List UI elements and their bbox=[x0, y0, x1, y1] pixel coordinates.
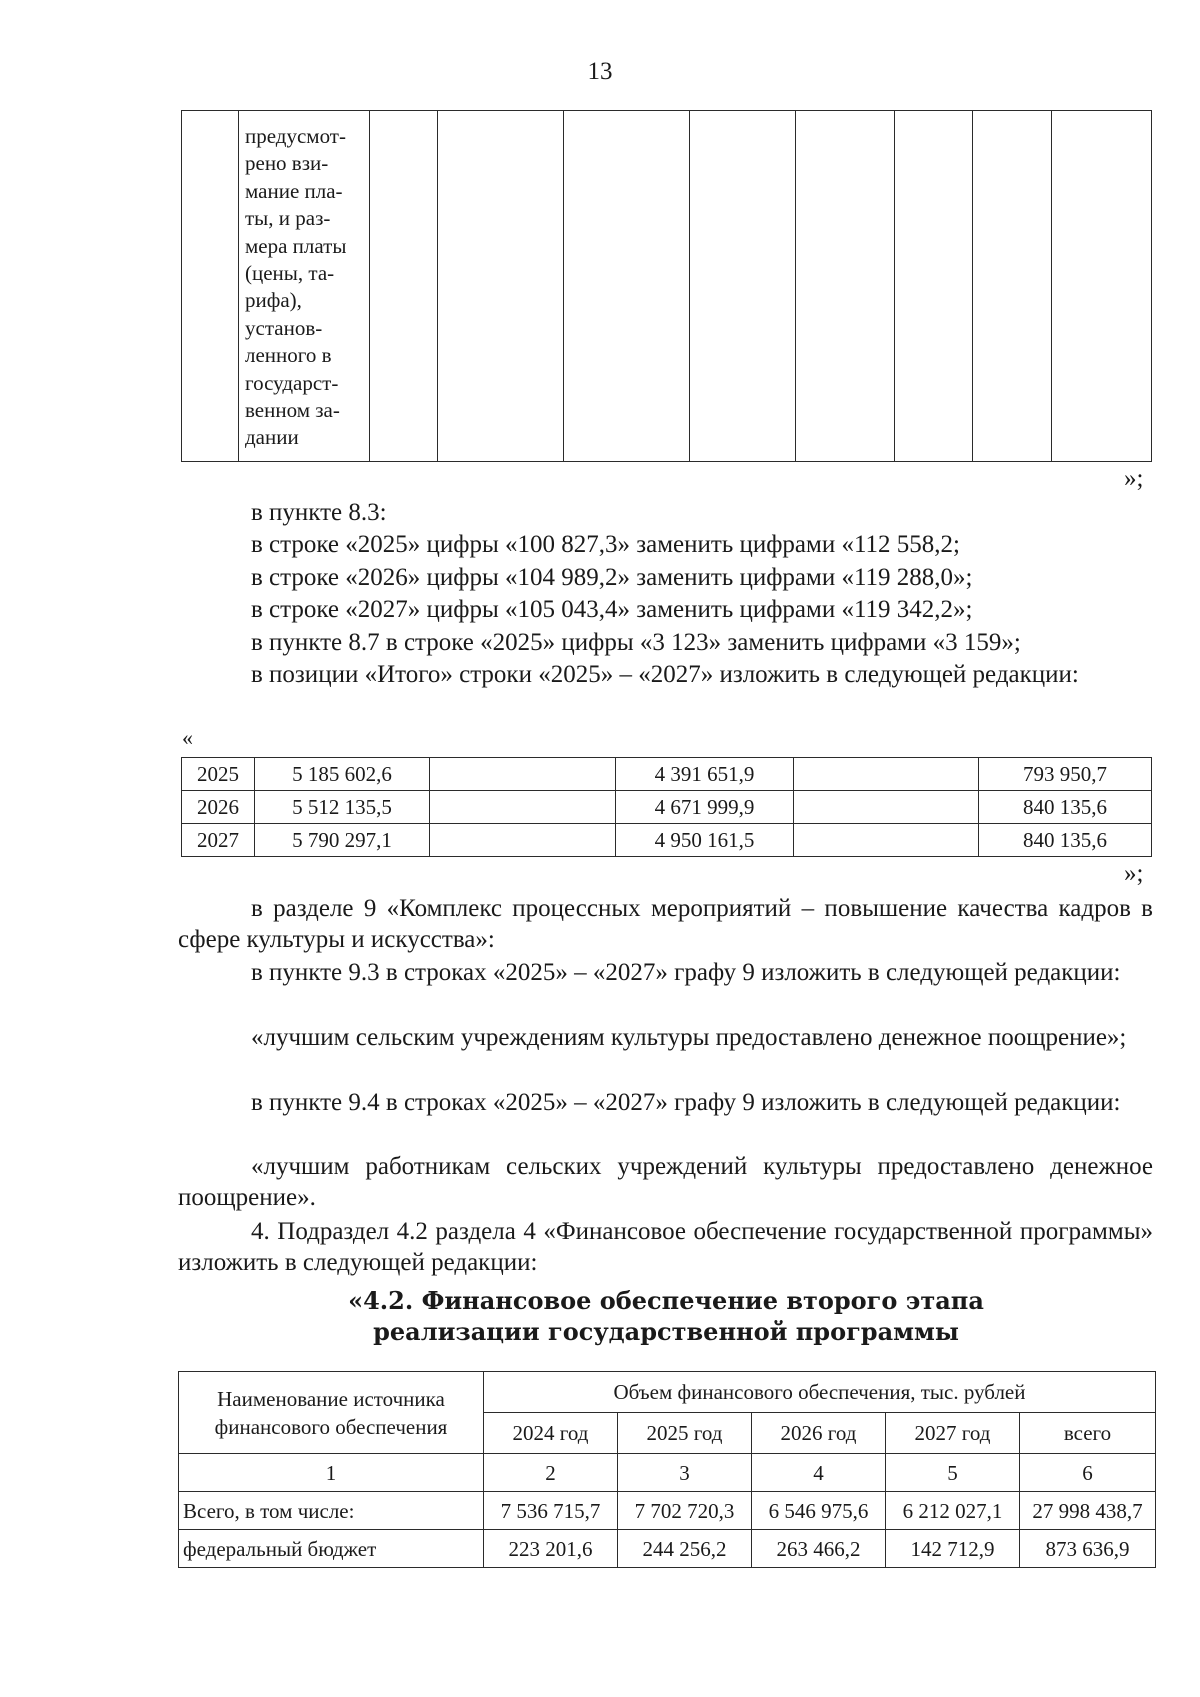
year-header: 2024 год bbox=[484, 1413, 618, 1454]
paragraph: «лучшим работникам сельских учреждений культуры предоставлено денежное поощрение». bbox=[178, 1153, 1153, 1211]
continuation-table bbox=[181, 110, 1152, 462]
paragraph: в строке «2027» цифры «105 043,4» заменить цифрами «119 342,2»; bbox=[251, 596, 973, 623]
empty-cell bbox=[794, 758, 979, 791]
source-name: федеральный бюджет bbox=[179, 1530, 484, 1568]
year-cell: 2025 bbox=[182, 758, 255, 791]
continuation-cell-text bbox=[239, 111, 370, 462]
column-number: 1 bbox=[179, 1454, 484, 1492]
value-cell: 840 135,6 bbox=[979, 824, 1152, 857]
column-number: 2 bbox=[484, 1454, 618, 1492]
value-cell: 142 712,9 bbox=[886, 1530, 1020, 1568]
value-cell: 4 671 999,9 bbox=[616, 791, 794, 824]
paragraph: в пункте 9.4 в строках «2025» – «2027» графу 9 изложить в следующей редакции: bbox=[251, 1089, 1121, 1116]
empty-cell bbox=[794, 791, 979, 824]
section-heading-line-1: «4.2. Финансовое обеспечение второго этапа bbox=[348, 1286, 984, 1315]
continuation-cell bbox=[895, 111, 973, 462]
source-name: Всего, в том числе: bbox=[179, 1492, 484, 1530]
column-number: 4 bbox=[752, 1454, 886, 1492]
value-cell: 244 256,2 bbox=[618, 1530, 752, 1568]
column-number: 6 bbox=[1020, 1454, 1156, 1492]
year-cell: 2026 bbox=[182, 791, 255, 824]
section-heading-line-2: реализации государственной программы bbox=[373, 1317, 959, 1346]
value-cell: 223 201,6 bbox=[484, 1530, 618, 1568]
cell-text: предусмот- рено взи- мание пла- ты, и раз- мера платы (цены, та- рифа), установ- ленного в государст- венном за- дании bbox=[245, 124, 347, 450]
paragraph: в пункте 9.3 в строках «2025» – «2027» графу 9 изложить в следующей редакции: bbox=[251, 959, 1121, 986]
table-row bbox=[179, 1530, 1156, 1568]
total-cell: 5 512 135,5 bbox=[255, 791, 430, 824]
column-number: 5 bbox=[886, 1454, 1020, 1492]
continuation-cell bbox=[370, 111, 438, 462]
value-cell: 793 950,7 bbox=[979, 758, 1152, 791]
paragraph: в пункте 8.7 в строке «2025» цифры «3 123» заменить цифрами «3 159»; bbox=[251, 629, 1021, 656]
year-header: 2026 год bbox=[752, 1413, 886, 1454]
continuation-cell bbox=[796, 111, 895, 462]
paragraph: в строке «2026» цифры «104 989,2» заменить цифрами «119 288,0»; bbox=[251, 564, 973, 591]
opening-quote: « bbox=[182, 725, 193, 750]
paragraph: в пункте 8.3: bbox=[251, 499, 387, 526]
paragraph: в строке «2025» цифры «100 827,3» заменить цифрами «112 558,2; bbox=[251, 531, 960, 558]
value-cell: 4 950 161,5 bbox=[616, 824, 794, 857]
paragraph: 4. Подраздел 4.2 раздела 4 «Финансовое обеспечение государственной программы» изложить в следующей редакции: bbox=[178, 1218, 1153, 1276]
empty-cell bbox=[430, 758, 616, 791]
year-cell: 2027 bbox=[182, 824, 255, 857]
continuation-cell bbox=[1052, 111, 1152, 462]
table-row bbox=[179, 1492, 1156, 1530]
value-cell: 4 391 651,9 bbox=[616, 758, 794, 791]
section-heading bbox=[181, 1285, 1151, 1347]
value-cell: 263 466,2 bbox=[752, 1530, 886, 1568]
closing-quote: »; bbox=[1124, 465, 1144, 492]
value-cell: 840 135,6 bbox=[979, 791, 1152, 824]
value-cell: 6 212 027,1 bbox=[886, 1492, 1020, 1530]
value-cell: 6 546 975,6 bbox=[752, 1492, 886, 1530]
table-row bbox=[182, 824, 1152, 857]
column-numbers-row bbox=[179, 1454, 1156, 1492]
year-header: 2027 год bbox=[886, 1413, 1020, 1454]
page-number: 13 bbox=[587, 58, 613, 85]
continuation-cell bbox=[690, 111, 796, 462]
table-row bbox=[182, 758, 1152, 791]
value-cell: 7 536 715,7 bbox=[484, 1492, 618, 1530]
total-header: всего bbox=[1020, 1413, 1156, 1454]
paragraph: в позиции «Итого» строки «2025» – «2027» изложить в следующей редакции: bbox=[251, 661, 1079, 688]
value-cell: 7 702 720,3 bbox=[618, 1492, 752, 1530]
volume-header: Объем финансового обеспечения, тыс. рублей bbox=[484, 1372, 1156, 1413]
column-number: 3 bbox=[618, 1454, 752, 1492]
empty-cell bbox=[430, 791, 616, 824]
source-header: Наименование источника финансового обеспечения bbox=[179, 1372, 484, 1454]
continuation-cell bbox=[438, 111, 564, 462]
totals-table bbox=[181, 757, 1152, 857]
empty-cell bbox=[794, 824, 979, 857]
value-cell: 27 998 438,7 bbox=[1020, 1492, 1156, 1530]
continuation-cell bbox=[564, 111, 690, 462]
table-row bbox=[182, 791, 1152, 824]
total-cell: 5 790 297,1 bbox=[255, 824, 430, 857]
total-cell: 5 185 602,6 bbox=[255, 758, 430, 791]
empty-cell bbox=[430, 824, 616, 857]
paragraph: «лучшим сельским учреждениям культуры предоставлено денежное поощрение»; bbox=[251, 1024, 1127, 1051]
paragraph: в разделе 9 «Комплекс процессных мероприятий – повышение качества кадров в сфере культуры и искусства»: bbox=[178, 895, 1153, 953]
finance-table bbox=[178, 1371, 1156, 1568]
value-cell: 873 636,9 bbox=[1020, 1530, 1156, 1568]
continuation-cell bbox=[182, 111, 239, 462]
continuation-cell bbox=[973, 111, 1052, 462]
year-header: 2025 год bbox=[618, 1413, 752, 1454]
closing-quote: »; bbox=[1124, 860, 1144, 887]
